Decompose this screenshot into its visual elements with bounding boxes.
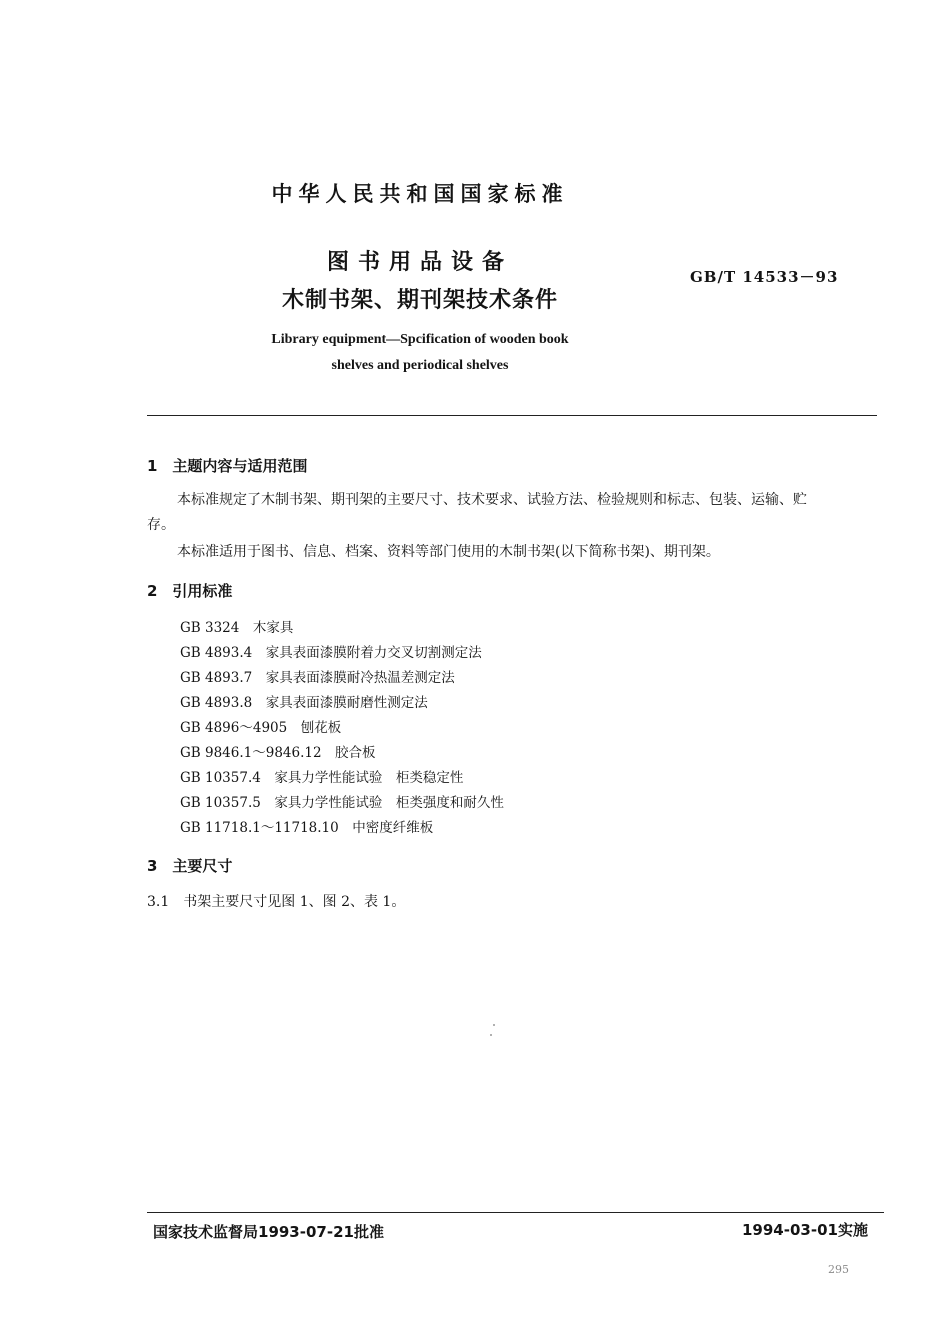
scan-speck xyxy=(490,1034,492,1036)
section-3-1-paragraph: 3.1 书架主要尺寸见图 1、图 2、表 1。 xyxy=(147,894,406,910)
reference-item: GB 10357.4 家具力学性能试验 柜类稳定性 xyxy=(180,770,464,786)
title-chinese-line2: 木制书架、期刊架技术条件 xyxy=(281,288,558,313)
title-english-line1: Library equipment—Spcification of wooden book xyxy=(271,332,569,347)
reference-item: GB 3324 木家具 xyxy=(180,620,294,636)
section-1-paragraph-1: 本标准规定了木制书架、期刊架的主要尺寸、技术要求、试验方法、检验规则和标志、包装、运输、贮 xyxy=(177,492,807,508)
section-1-heading: 1 主题内容与适用范围 xyxy=(147,457,308,475)
section-1-paragraph-2: 本标准适用于图书、信息、档案、资料等部门使用的木制书架(以下简称书架)、期刊架。 xyxy=(177,544,720,560)
reference-item: GB 4893.4 家具表面漆膜附着力交叉切割测定法 xyxy=(180,645,482,661)
title-english-line2: shelves and periodical shelves xyxy=(331,358,509,373)
reference-item: GB 4893.7 家具表面漆膜耐冷热温差测定法 xyxy=(180,670,455,686)
footer-divider xyxy=(147,1212,884,1213)
section-2-heading: 2 引用标准 xyxy=(147,582,233,600)
national-standard-title: 中华人民共和国国家标准 xyxy=(271,182,569,206)
header-divider xyxy=(147,415,877,416)
standard-number: GB/T 14533－93 xyxy=(690,268,839,286)
section-1-paragraph-1-continued: 存。 xyxy=(147,517,175,533)
implementation-date: 1994-03-01实施 xyxy=(742,1221,868,1239)
page-number: 295 xyxy=(828,1263,849,1276)
approval-line: 国家技术监督局1993-07-21批准 xyxy=(153,1223,384,1241)
reference-item: GB 4896～4905 刨花板 xyxy=(180,720,342,736)
scan-speck xyxy=(493,1024,495,1026)
reference-item: GB 9846.1～9846.12 胶合板 xyxy=(180,745,376,761)
section-3-heading: 3 主要尺寸 xyxy=(147,857,233,875)
reference-item: GB 10357.5 家具力学性能试验 柜类强度和耐久性 xyxy=(180,795,504,811)
reference-item: GB 11718.1～11718.10 中密度纤维板 xyxy=(180,820,434,836)
title-chinese-line1: 图书用品设备 xyxy=(326,250,513,275)
reference-item: GB 4893.8 家具表面漆膜耐磨性测定法 xyxy=(180,695,428,711)
